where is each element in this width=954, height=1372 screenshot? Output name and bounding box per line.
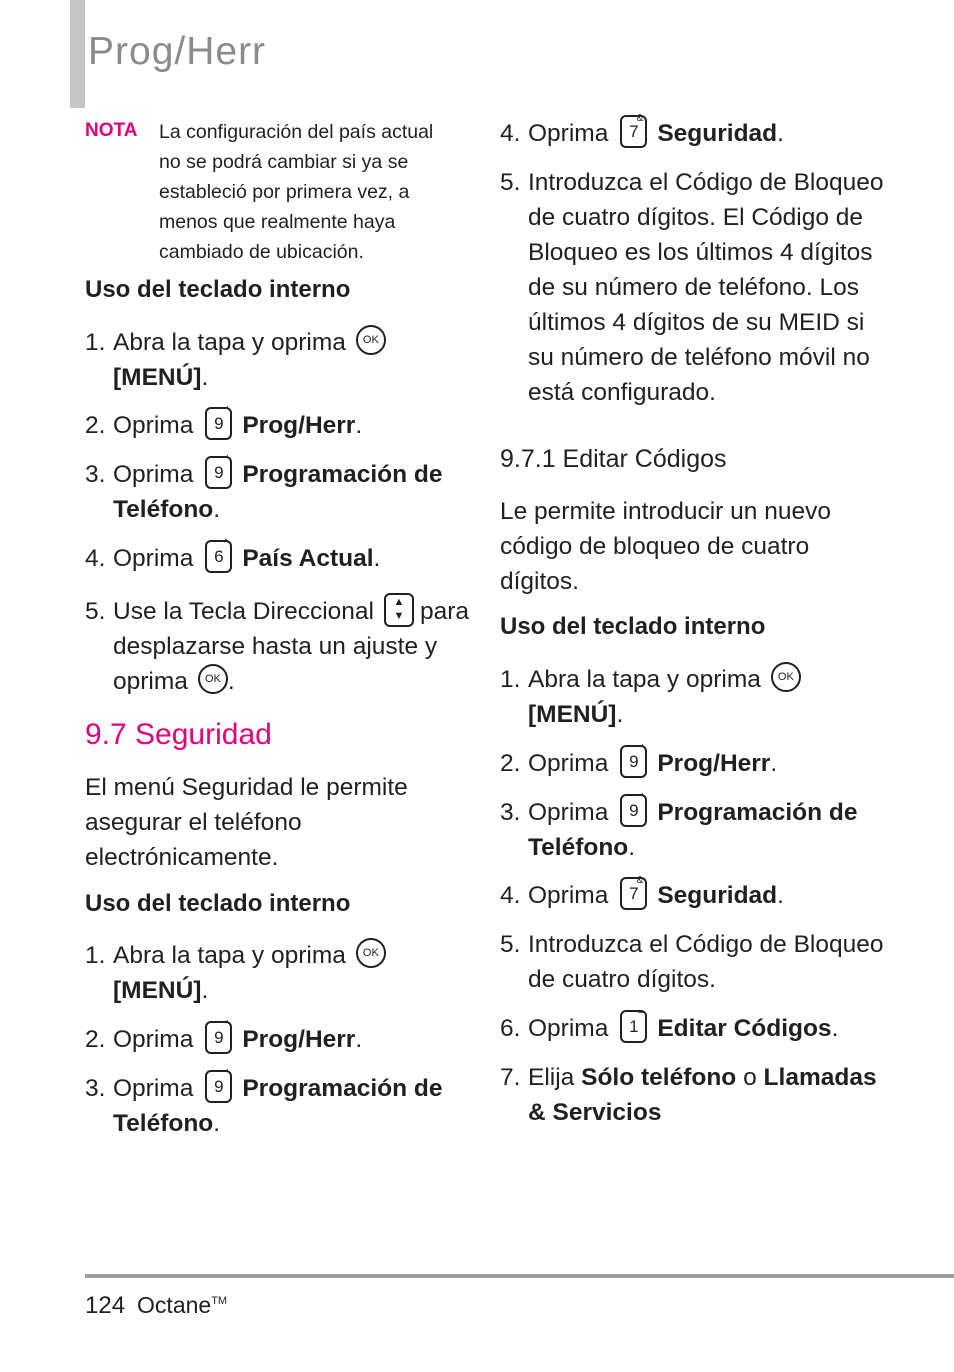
subhead: Uso del teclado interno [500, 613, 766, 640]
note-line: menos que realmente haya [159, 211, 396, 233]
key-9-icon: 9 ' [205, 407, 232, 440]
ok-key-icon: OK [356, 938, 386, 968]
subsection-title: 9.7.1 Editar Códigos [500, 445, 727, 473]
note-label: NOTA [85, 120, 138, 141]
subsection-description: Le permite introducir un nuevo código de bloqueo de cuatro dígitos. [500, 498, 831, 595]
ok-key-icon: OK [198, 664, 228, 694]
ok-key-icon: OK [771, 662, 801, 692]
note-line: cambiado de ubicación. [159, 241, 364, 263]
section-title: 9.7 Seguridad [85, 718, 272, 751]
note-line: no se podrá cambiar si ya se [159, 151, 409, 173]
key-1-icon: 1 ~ [620, 1010, 647, 1043]
page-title: Prog/Herr [88, 30, 267, 73]
note-text [159, 117, 433, 267]
note-line: estableció por primera vez, a [159, 181, 410, 203]
trademark: TM [211, 1295, 228, 1307]
section-description: El menú Seguridad le permite asegurar el teléfono electrónicamente. [85, 774, 408, 871]
brand-name: Octane [137, 1292, 212, 1318]
note-line: La configuración del país actual [159, 121, 434, 143]
ok-key-icon: OK [356, 325, 386, 355]
page-number: 124 [85, 1292, 126, 1319]
footer [85, 1292, 227, 1320]
header-bar [70, 0, 85, 108]
key-7-icon: 7 & [620, 877, 647, 910]
key-7-icon: 7 & [620, 115, 647, 148]
footer-rule [85, 1274, 954, 1278]
subhead: Uso del teclado interno [85, 276, 351, 303]
key-9-icon: 9 ' [620, 794, 647, 827]
key-9-icon: 9 ' [620, 745, 647, 778]
key-9-icon: 9 ' [205, 1021, 232, 1054]
key-9-icon: 9 ' [205, 456, 232, 489]
subhead: Uso del teclado interno [85, 890, 351, 917]
key-9-icon: 9 ' [205, 1070, 232, 1103]
directional-key-icon: ▲ ▼ [384, 593, 414, 627]
key-6-icon: 6 ^ [205, 540, 232, 573]
